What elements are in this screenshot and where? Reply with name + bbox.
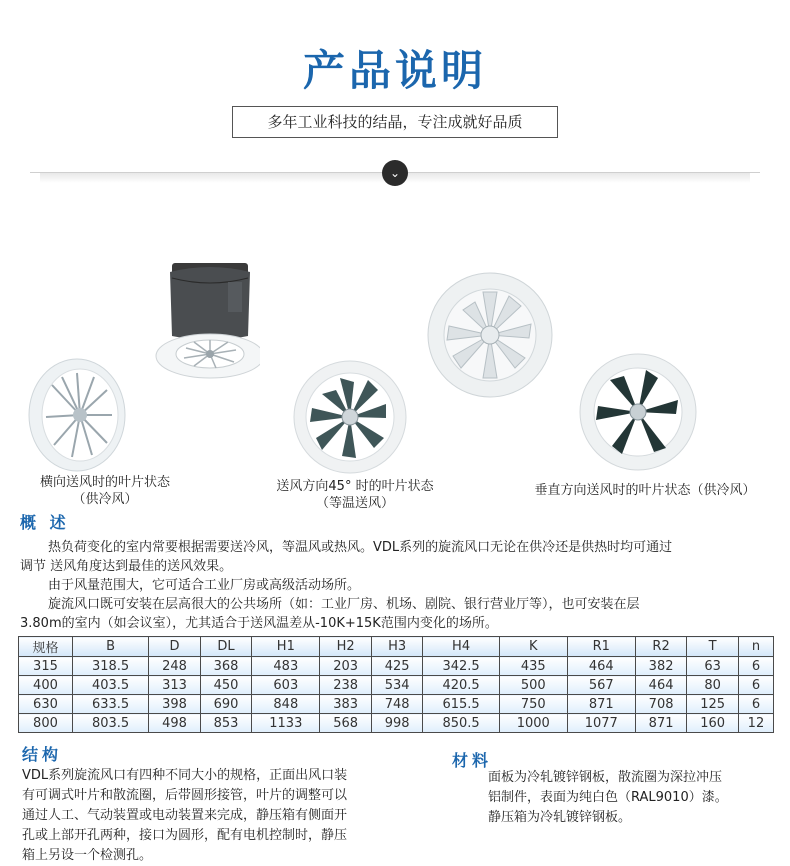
table-cell: 498 xyxy=(149,714,201,733)
table-header-cell: DL xyxy=(200,637,252,657)
structure-line: 有可调式叶片和散流圈，后带圆形接管，叶片的调整可以 xyxy=(22,788,348,803)
table-cell: 630 xyxy=(19,695,73,714)
table-cell: 534 xyxy=(371,676,423,695)
table-cell: 383 xyxy=(320,695,372,714)
table-header-cell: H1 xyxy=(252,637,320,657)
table-cell: 998 xyxy=(371,714,423,733)
overview-p1: 热负荷变化的室内常要根据需要送冷风，等温风或热风。VDL系列的旋流风口无论在供冷还是供热时均可通过 xyxy=(48,540,673,555)
caption-horizontal xyxy=(10,474,200,508)
overview-p3b: 3.80m的室内（如会议室），尤其适合于送风温差从-10K+15K范围内变化的场所。 xyxy=(20,616,498,631)
table-cell: 63 xyxy=(687,657,739,676)
table-row xyxy=(19,714,774,733)
diffuser-vertical-image xyxy=(576,350,701,475)
material-text xyxy=(488,768,778,828)
table-cell: 318.5 xyxy=(72,657,148,676)
structure-line: 箱上另设一个检测孔。 xyxy=(22,848,153,863)
subtitle-text: 多年工业科技的结晶，专注成就好品质 xyxy=(267,113,523,131)
overview-text xyxy=(20,538,780,633)
table-cell: 450 xyxy=(200,676,252,695)
table-cell: 382 xyxy=(635,657,687,676)
caption-45deg-line1: 送风方向45° 时的叶片状态 xyxy=(276,479,434,494)
table-header-cell: B xyxy=(72,637,148,657)
table-cell: 342.5 xyxy=(423,657,499,676)
table-header-cell: R2 xyxy=(635,637,687,657)
diffuser-plenum-image xyxy=(150,258,260,383)
table-cell: 1133 xyxy=(252,714,320,733)
caption-vertical-line1: 垂直方向送风时的叶片状态（供冷风） xyxy=(534,483,756,498)
table-cell: 483 xyxy=(252,657,320,676)
table-cell: 748 xyxy=(371,695,423,714)
overview-p2: 由于风量范围大，它可适合工业厂房或高级活动场所。 xyxy=(48,578,361,593)
table-cell: 708 xyxy=(635,695,687,714)
structure-heading: 结构 xyxy=(22,745,63,764)
table-header-cell: H4 xyxy=(423,637,499,657)
structure-line: VDL系列旋流风口有四种不同大小的规格，正面出风口装 xyxy=(22,768,348,783)
diffuser-45deg-image xyxy=(290,360,410,475)
table-cell: 853 xyxy=(200,714,252,733)
material-line: 面板为冷轧镀锌钢板，散流圈为深拉冲压 xyxy=(488,770,723,785)
table-cell: 248 xyxy=(149,657,201,676)
table-cell: 1077 xyxy=(567,714,635,733)
table-cell: 400 xyxy=(19,676,73,695)
table-cell: 464 xyxy=(635,676,687,695)
table-cell: 500 xyxy=(499,676,567,695)
table-header-cell: H3 xyxy=(371,637,423,657)
diffuser-white-blades-image xyxy=(425,270,555,400)
table-cell: 690 xyxy=(200,695,252,714)
table-cell: 800 xyxy=(19,714,73,733)
spec-table xyxy=(18,636,774,733)
caption-vertical xyxy=(510,482,780,499)
table-header-cell: D xyxy=(149,637,201,657)
caption-horizontal-line2: （供冷风） xyxy=(72,492,138,507)
table-cell: 1000 xyxy=(499,714,567,733)
table-cell: 160 xyxy=(687,714,739,733)
table-cell: 6 xyxy=(738,657,773,676)
structure-line: 孔或上部开孔两种，接口为圆形，配有电机控制时，静压 xyxy=(22,828,348,843)
table-cell: 464 xyxy=(567,657,635,676)
table-header-cell: T xyxy=(687,637,739,657)
table-cell: 850.5 xyxy=(423,714,499,733)
table-cell: 368 xyxy=(200,657,252,676)
table-cell: 567 xyxy=(567,676,635,695)
page-title: 产品说明 xyxy=(302,46,487,95)
table-cell: 615.5 xyxy=(423,695,499,714)
table-cell: 435 xyxy=(499,657,567,676)
table-cell: 125 xyxy=(687,695,739,714)
overview-p1b: 调节 送风角度达到最佳的送风效果。 xyxy=(20,559,233,574)
table-cell: 12 xyxy=(738,714,773,733)
structure-text xyxy=(22,766,402,866)
table-cell: 425 xyxy=(371,657,423,676)
table-cell: 633.5 xyxy=(72,695,148,714)
chevron-down-icon[interactable]: ⌄ xyxy=(382,160,408,186)
table-header-cell: H2 xyxy=(320,637,372,657)
table-cell: 871 xyxy=(567,695,635,714)
table-cell: 420.5 xyxy=(423,676,499,695)
table-cell: 803.5 xyxy=(72,714,148,733)
table-row xyxy=(19,657,774,676)
table-row xyxy=(19,695,774,714)
material-line: 铝制件，表面为纯白色（RAL9010）漆。 xyxy=(488,790,728,805)
overview-p3: 旋流风口既可安装在层高很大的公共场所（如：工业厂房、机场、剧院、银行营业厅等），也可安装在层 xyxy=(48,597,640,612)
diffuser-horizontal-image xyxy=(22,355,132,475)
table-cell: 403.5 xyxy=(72,676,148,695)
table-cell: 80 xyxy=(687,676,739,695)
table-cell: 398 xyxy=(149,695,201,714)
caption-45deg xyxy=(255,478,455,512)
table-cell: 203 xyxy=(320,657,372,676)
table-cell: 871 xyxy=(635,714,687,733)
table-header-cell: K xyxy=(499,637,567,657)
table-header-row xyxy=(19,637,774,657)
table-cell: 313 xyxy=(149,676,201,695)
table-row xyxy=(19,676,774,695)
table-cell: 750 xyxy=(499,695,567,714)
overview-heading: 概 述 xyxy=(20,513,70,532)
subtitle-box xyxy=(232,106,558,138)
table-cell: 315 xyxy=(19,657,73,676)
table-header-cell: R1 xyxy=(567,637,635,657)
material-line: 静压箱为冷轧镀锌钢板。 xyxy=(488,810,632,825)
material-heading: 材料 xyxy=(452,751,493,770)
table-cell: 238 xyxy=(320,676,372,695)
table-cell: 6 xyxy=(738,676,773,695)
structure-line: 通过人工、气动装置或电动装置来完成，静压箱有侧面开 xyxy=(22,808,348,823)
table-cell: 568 xyxy=(320,714,372,733)
caption-45deg-line2: （等温送风） xyxy=(315,496,394,511)
table-header-cell: n xyxy=(738,637,773,657)
table-cell: 848 xyxy=(252,695,320,714)
caption-horizontal-line1: 横向送风时的叶片状态 xyxy=(39,475,170,490)
table-cell: 6 xyxy=(738,695,773,714)
table-cell: 603 xyxy=(252,676,320,695)
table-header-cell: 规格 xyxy=(19,637,73,657)
